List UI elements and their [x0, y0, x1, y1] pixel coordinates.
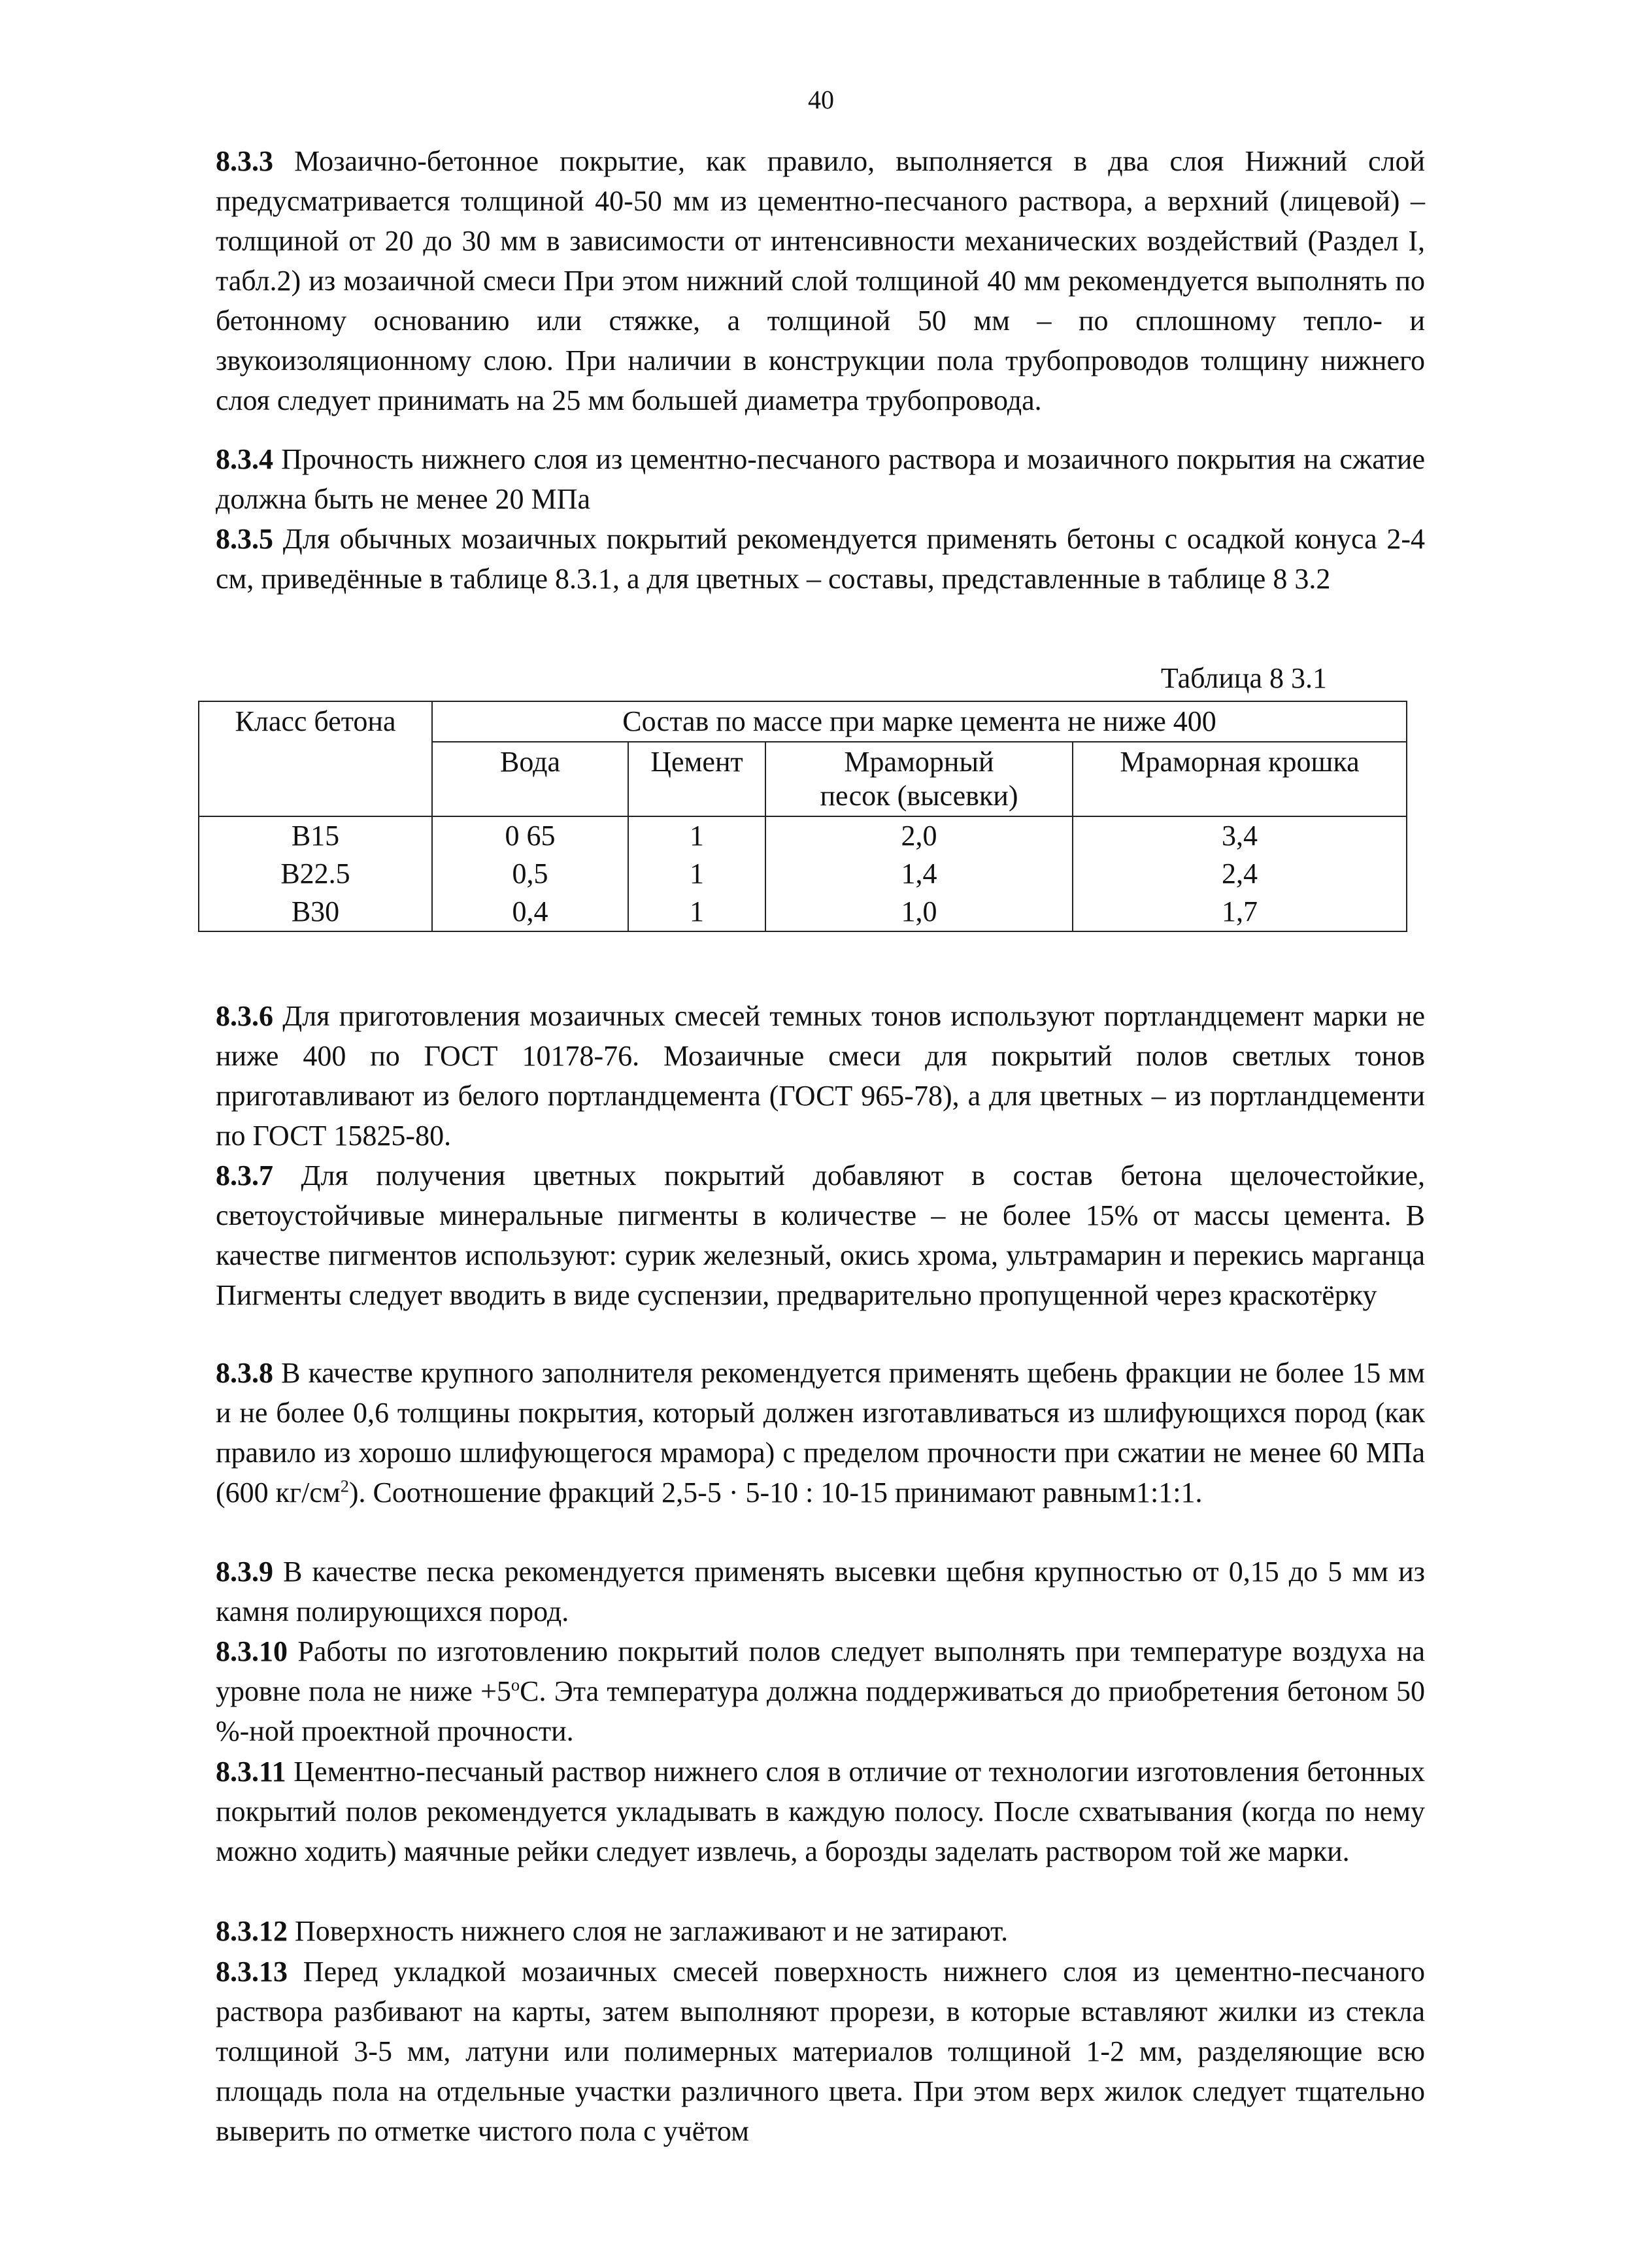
- table-row: [199, 855, 1407, 893]
- paragraph-text: Перед укладкой мозаичных смесей поверхность нижнего слоя из цементно-песчаного раствора разбивают на карты, затем выполняют прорези, в которые вставляют жилки из стекла толщиной 3-5 мм, латуни или полимерных материалов толщиной 1-2 мм, разделяющие всю площадь пола на отдельные участки различного цвета. При этом верх жилок следует тщательно выверить по отметке чистого пола с учётом: [216, 1956, 1425, 2147]
- table-cell: 0,4: [432, 893, 628, 931]
- paragraph-text: Цементно-песчаный раствор нижнего слоя в отличие от технологии изготовления бетонных покрытий полов рекомендуется укладывать в каждую полосу. После схватывания (когда по нему можно ходить) маячные рейки следует извлечь, а борозды заделать раствором той же марки.: [216, 1756, 1425, 1867]
- header-marble-sand: Мраморный песок (высевки): [765, 742, 1073, 816]
- paragraph-text: Работы по изготовлению покрытий полов следует выполнять при температуре воздуха на уровне пола не ниже +5: [216, 1635, 1425, 1707]
- paragraph-8-3-9: [216, 1552, 1425, 1631]
- paragraph-text: Для получения цветных покрытий добавляют в состав бетона щелочестойкие, светоустойчивые минеральные пигменты в количестве – не более 15% от массы цемента. В качестве пигментов используют: сурик железный, окись хрома, ультрамарин и перекись марганца Пигменты следует вводить в виде суспензии, предварительно пропущенной через краскотёрку: [216, 1159, 1425, 1311]
- table-cell: 2,0: [765, 816, 1073, 855]
- clause-number: 8.3.10: [216, 1635, 288, 1667]
- clause-number: 8.3.13: [216, 1956, 288, 1988]
- table-cell: 3,4: [1073, 816, 1407, 855]
- table-cell: B15: [199, 816, 432, 855]
- table-cell: 1,4: [765, 855, 1073, 893]
- paragraph-text: В качестве песка рекомендуется применять высевки щебня крупностью от 0,15 до 5 мм из камня полирующихся пород.: [216, 1556, 1425, 1627]
- table-row: [199, 816, 1407, 855]
- paragraph-8-3-7: [216, 1156, 1425, 1315]
- table-cell: 0 65: [432, 816, 628, 855]
- paragraph-8-3-13: [216, 1952, 1425, 2151]
- clause-number: 8.3.4: [216, 443, 273, 475]
- table-cell: B22.5: [199, 855, 432, 893]
- table-cell: 1: [628, 893, 765, 931]
- table-row: [199, 893, 1407, 931]
- clause-number: 8.3.11: [216, 1756, 286, 1788]
- header-marble-chips: Мраморная крошка: [1073, 742, 1407, 816]
- paragraph-8-3-12: [216, 1911, 1425, 1951]
- paragraph-text: Поверхность нижнего слоя не заглаживают и не затирают.: [288, 1915, 1009, 1947]
- table-cell: 1,7: [1073, 893, 1407, 931]
- paragraph-8-3-4: [216, 439, 1425, 519]
- table-cell: 1: [628, 855, 765, 893]
- clause-number: 8.3.6: [216, 1000, 273, 1032]
- table-cell: 1: [628, 816, 765, 855]
- clause-number: 8.3.7: [216, 1159, 273, 1192]
- concrete-composition-table: [198, 701, 1407, 932]
- paragraph-text: ). Соотношение фракций 2,5-5 · 5-10 : 10-15 принимают равным1:1:1.: [348, 1476, 1203, 1509]
- paragraph-text: Для приготовления мозаичных смесей темных тонов используют портландцемент марки не ниже 400 по ГОСТ 10178-76. Мозаичные смеси для покрытий полов светлых тонов приготавливают из белого портландцемента (ГОСТ 965-78), а для цветных – из портландцементи по ГОСТ 15825-80.: [216, 1000, 1425, 1152]
- header-water: Вода: [432, 742, 628, 816]
- paragraph-8-3-8: [216, 1353, 1425, 1512]
- paragraph-8-3-5: [216, 519, 1425, 599]
- header-composition-group: Состав по массе при марке цемента не ниже 400: [432, 701, 1407, 742]
- header-concrete-class: Класс бетона: [199, 701, 432, 816]
- page-number: 40: [808, 85, 834, 114]
- paragraph-text: Мозаично-бетонное покрытие, как правило, выполняется в два слоя Нижний слой предусматривается толщиной 40-50 мм из цементно-песчаного раствора, а верхний (лицевой) – толщиной от 20 до 30 мм в зависимости от интенсивности механических воздействий (Раздел I, табл.2) из мозаичной смеси При этом нижний слой толщиной 40 мм рекомендуется выполнять по бетонному основанию или стяжке, а толщиной 50 мм – по сплошному тепло- и звукоизоляционному слою. При наличии в конструкции пола трубопроводов толщину нижнего слоя следует принимать на 25 мм большей диаметра трубопровода.: [216, 145, 1425, 416]
- header-cement: Цемент: [628, 742, 765, 816]
- table-cell: B30: [199, 893, 432, 931]
- table-cell: 2,4: [1073, 855, 1407, 893]
- clause-number: 8.3.12: [216, 1915, 288, 1947]
- paragraph-text: Прочность нижнего слоя из цементно-песчаного раствора и мозаичного покрытия на сжатие должна быть не менее 20 МПа: [216, 443, 1425, 515]
- paragraph-text: Для обычных мозаичных покрытий рекомендуется применять бетоны с осадкой конуса 2-4 см, приведённые в таблице 8.3.1, а для цветных – составы, представленные в таблице 8 3.2: [216, 523, 1425, 595]
- superscript: о: [511, 1675, 520, 1695]
- superscript: 2: [340, 1476, 349, 1496]
- paragraph-text: С. Эта температура должна поддерживаться до приобретения бетоном 50 %-ной проектной прочности.: [216, 1675, 1425, 1747]
- paragraph-8-3-6: [216, 996, 1425, 1156]
- paragraph-8-3-11: [216, 1752, 1425, 1871]
- paragraph-8-3-3: [216, 141, 1425, 420]
- clause-number: 8.3.8: [216, 1357, 273, 1389]
- clause-number: 8.3.9: [216, 1556, 273, 1588]
- clause-number: 8.3.5: [216, 523, 273, 555]
- table-caption: Таблица 8 3.1: [1160, 662, 1327, 694]
- paragraph-text: В качестве крупного заполнителя рекомендуется применять щебень фракции не более 15 мм и не более 0,6 толщины покрытия, который должен изготавливаться из шлифующихся пород (как правило из хорошо шлифующегося мрамора) с пределом прочности при сжатии не менее 60 МПа (600 кг/см: [216, 1357, 1425, 1509]
- table-cell: 0,5: [432, 855, 628, 893]
- clause-number: 8.3.3: [216, 145, 273, 177]
- table-cell: 1,0: [765, 893, 1073, 931]
- paragraph-8-3-10: [216, 1631, 1425, 1751]
